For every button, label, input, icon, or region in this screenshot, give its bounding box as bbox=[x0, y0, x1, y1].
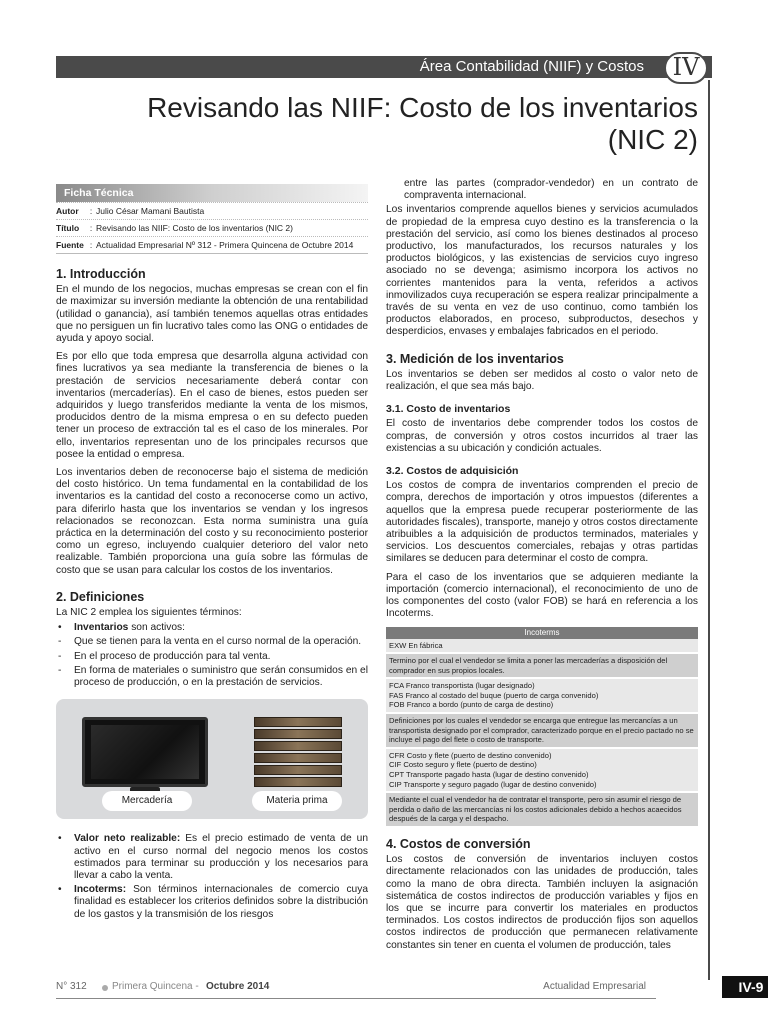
list-marker: • bbox=[58, 833, 62, 845]
incoterm-line: FAS Franco al costado del buque (puerto de carga convenido) bbox=[389, 690, 599, 700]
section-band bbox=[56, 56, 712, 78]
incoterm-line: FOB Franco a bordo (punto de carga de destino) bbox=[389, 700, 554, 710]
magazine-name: Actualidad Empresarial bbox=[543, 981, 646, 992]
list-marker: - bbox=[58, 664, 62, 676]
plank bbox=[254, 777, 342, 787]
term: Valor neto realizable: bbox=[74, 833, 181, 845]
paragraph: Los inventarios deben de reconocerse bajo el sistema de medición del costo histórico. Un tema fundamental en la contabilidad de los inventarios es la cantidad del costo a reconocerse como un activo, para diferirlo hasta que los inventarios se vendan y los ingresos relacionados se reconozcan. Esta norma suministra una guía práctica en la determinación del costo y su reconocimiento posterior como un egreso, incluyendo cualquier deterioro del valor neto realizable. También proporciona una guía sobre las fórmulas de costo que se usan para calcular los costos de los inventarios. bbox=[56, 467, 368, 576]
plank bbox=[254, 753, 342, 763]
ficha-tecnica bbox=[56, 184, 368, 254]
tv-screen bbox=[91, 725, 199, 779]
right-column bbox=[386, 178, 698, 958]
ficha-sep: : bbox=[89, 223, 93, 233]
plank bbox=[254, 741, 342, 751]
term: Incoterms: bbox=[74, 884, 127, 896]
list-marker: - bbox=[58, 636, 62, 648]
caption-mercaderia: Mercadería bbox=[102, 791, 192, 811]
list-marker: • bbox=[58, 622, 62, 634]
section-badge: IV bbox=[664, 52, 708, 84]
section-1-heading: 1. Introducción bbox=[56, 267, 146, 281]
list-marker: - bbox=[58, 650, 62, 662]
paragraph: Los inventarios comprende aquellos bienes y servicios acumulados de propiedad de la empresa cuyo destino es la transferencia o la prestación del servicio, así como los bienes destinados al proceso productivo, los manufacturados, los recursos naturales y los productos biológicos, y las existencias de servicios cuyo ingreso asociado no se devenga; asimismo incorpora los activos no corrientes mantenidos para la venta, referidos a activos inmovilizados cuya recuperación se espera realizar principalmente a través de su venta en vez de uso continuo, como también los productos elaborados, en proceso, subproductos, desechos y desperdicios, envases y embalajes fabricados en el periodo. bbox=[386, 204, 698, 338]
ficha-key: Fuente bbox=[56, 240, 84, 250]
incoterm-line: FCA Franco transportista (lugar designado) bbox=[389, 681, 535, 691]
page-number: IV-9 bbox=[722, 976, 768, 998]
section-3-1-heading: 3.1. Costo de inventarios bbox=[386, 403, 511, 416]
issue-quincena: Primera Quincena - bbox=[112, 981, 199, 992]
term-text: En forma de materiales o suministro que serán consumidos en el proceso de producción, o en la prestación de servicios. bbox=[74, 664, 368, 689]
incoterms-row bbox=[386, 654, 698, 679]
paragraph: En el mundo de los negocios, muchas empresas se crean con el fin de maximizar su inversión mediante la obtención de una rentabilidad (utilidad o ganancia), así también tenemos aquellas otras entidades que no persiguen un fin lucrativo tales como las ONG o entidades de ayuda y apoyo social. bbox=[56, 284, 368, 345]
ficha-row bbox=[56, 202, 368, 219]
term-text: son activos: bbox=[128, 622, 185, 634]
incoterm-line: CIF Costo seguro y flete (puerto de destino) bbox=[389, 760, 537, 770]
section-band-title: Área Contabilidad (NIIF) y Costos bbox=[419, 58, 644, 75]
list-marker: • bbox=[58, 884, 62, 896]
incoterms-row bbox=[386, 793, 698, 828]
lumber-image bbox=[254, 717, 342, 791]
paragraph: El costo de inventarios debe comprender todos los costos de compras, de conversión y otros costos incurridos al traer las existencias a su ubicación y condición actuales. bbox=[386, 418, 698, 454]
definitions-list bbox=[56, 622, 368, 689]
ficha-sep: : bbox=[89, 240, 93, 250]
ficha-key: Autor bbox=[56, 206, 79, 216]
issue-month: Octubre 2014 bbox=[206, 981, 270, 992]
incoterms-row bbox=[386, 749, 698, 793]
incoterm-line: CPT Transporte pagado hasta (lugar de destino convenido) bbox=[389, 770, 589, 780]
incoterms-header: Incoterms bbox=[386, 627, 698, 639]
incoterm-line: CIP Transporte y seguro pagado (lugar de destino convenido) bbox=[389, 779, 597, 789]
paragraph: Los inventarios se deben ser medidos al costo o valor neto de realización, el que sea más bajo. bbox=[386, 368, 698, 393]
issue-number: N° 312 bbox=[56, 981, 87, 992]
term: Inventarios bbox=[74, 622, 129, 634]
ficha-value: Actualidad Empresarial Nº 312 - Primera Quincena de Octubre 2014 bbox=[96, 240, 354, 250]
section-3-2-heading: 3.2. Costos de adquisición bbox=[386, 465, 519, 478]
paragraph: Los costos de compra de inventarios comprenden el precio de compra, derechos de importación y otros impuestos (diferentes a aquellos que la empresa puede recuperar posteriormente de las autoridades fiscales), transporte, manejo y otros costos directamente atribuibles a la adquisición de productos terminados, materiales y servicios. Los descuentos comerciales, rebajas y otras partidas similares se deducen para determinar el costo de compra. bbox=[386, 480, 698, 565]
ficha-row bbox=[56, 236, 368, 253]
incoterm-line: Termino por el cual el vendedor se limita a poner las mercaderías a disposición del comprador en sus propios locales. bbox=[389, 656, 668, 675]
article-title-line2: (NIC 2) bbox=[607, 124, 698, 155]
term-text: En el proceso de producción para tal venta. bbox=[74, 650, 271, 662]
incoterms-row bbox=[386, 679, 698, 714]
ficha-key: Título bbox=[56, 223, 80, 233]
list-item bbox=[56, 833, 368, 882]
list-item bbox=[56, 636, 368, 648]
paragraph: Para el caso de los inventarios que se adquieren mediante la importación (comercio internacional), el reconocimiento de uno de los componentes del costo (valor FOB) se hará en referencia a los Incoterms. bbox=[386, 571, 698, 620]
term-text: Es el precio estimado de venta de un activo en el curso normal del negocio menos los costos estimados para terminar su producción y los necesarios para llevar a cabo la venta. bbox=[74, 833, 368, 881]
incoterms-row bbox=[386, 714, 698, 749]
list-item bbox=[56, 622, 368, 634]
page-footer bbox=[56, 976, 764, 998]
left-column bbox=[56, 178, 368, 925]
footer-dot bbox=[102, 985, 108, 991]
vertical-rule bbox=[708, 80, 710, 980]
plank bbox=[254, 717, 342, 727]
incoterm-line: Mediante el cual el vendedor ha de contratar el transporte, pero sin asumir el riesgo de perdida o daño de las mercancías ni los costos adicionales debido a hechos acaecidos después de la carga y el despacho. bbox=[389, 795, 682, 824]
plank bbox=[254, 765, 342, 775]
incoterm-line: EXW En fábrica bbox=[389, 640, 443, 650]
list-item bbox=[56, 665, 368, 689]
ficha-value: Revisando las NIIF: Costo de los inventarios (NIC 2) bbox=[96, 223, 293, 233]
incoterm-line: CFR Costo y flete (puerto de destino convenido) bbox=[389, 750, 552, 760]
list-item bbox=[56, 884, 368, 921]
tv-image bbox=[82, 717, 208, 787]
illustration-box bbox=[56, 699, 368, 819]
term-text: Son términos internacionales de comercio cuya finalidad es establecer los criterios definidos sobre la distribución de los gastos y la transmisión de los riesgos bbox=[74, 884, 368, 920]
paragraph: Es por ello que toda empresa que desarrolla alguna actividad con fines lucrativos ya sea mediante la transferencia de bienes o la prestación de servicios necesariamente deberá contar con inventarios (mercaderías). En el caso de bienes, estos pueden ser adquiridos y luego transferidos mediante la venta de los mismos, producidos dentro de la misma empresa o en su defecto pueden tener un proceso de extracción tal es el caso de los minerales. Por ello, inventarios representan uno de los principales recursos que posee la entidad o empresa. bbox=[56, 351, 368, 460]
paragraph-continued: entre las partes (comprador-vendedor) en un contrato de compraventa internacional. bbox=[404, 178, 698, 202]
definitions-list-2 bbox=[56, 833, 368, 920]
plank bbox=[254, 729, 342, 739]
section-4-heading: 4. Costos de conversión bbox=[386, 837, 531, 851]
incoterms-row bbox=[386, 639, 698, 655]
article-title-line1: Revisando las NIIF: Costo de los inventarios bbox=[147, 92, 698, 123]
caption-materia-prima: Materia prima bbox=[252, 791, 342, 811]
ficha-row bbox=[56, 219, 368, 236]
footer-rule bbox=[56, 998, 656, 999]
incoterms-table bbox=[386, 627, 698, 829]
term-text: Que se tienen para la venta en el curso normal de la operación. bbox=[74, 636, 362, 648]
ficha-value: Julio César Mamani Bautista bbox=[96, 206, 205, 216]
ficha-sep: : bbox=[89, 206, 93, 216]
section-2-heading: 2. Definiciones bbox=[56, 589, 145, 604]
ficha-title: Ficha Técnica bbox=[56, 184, 368, 202]
paragraph: Los costos de conversión de inventarios incluyen costos directamente relacionados con las unidades de producción, tales como la mano de obra directa. También incluyen la asignación sistemática de costos indirectos de producción variables y fijos en los que se incurre para convertir los materiales en productos terminados. Los costos indirectos de producción fijos son aquellos costos indirectos de producción que permanecen relativamente constantes sin tener en cuenta el volumen de producción, tales bbox=[386, 854, 698, 951]
paragraph: La NIC 2 emplea los siguientes términos: bbox=[56, 607, 242, 619]
section-3-heading: 3. Medición de los inventarios bbox=[386, 351, 564, 366]
list-item bbox=[56, 651, 368, 663]
incoterm-line: Definiciones por los cuales el vendedor se encarga que entregue las mercancías a un transportista designado por el comprador, caracterizado porque en el precio pactado no se incluye el pago del flete o costo de transporte. bbox=[389, 716, 694, 745]
